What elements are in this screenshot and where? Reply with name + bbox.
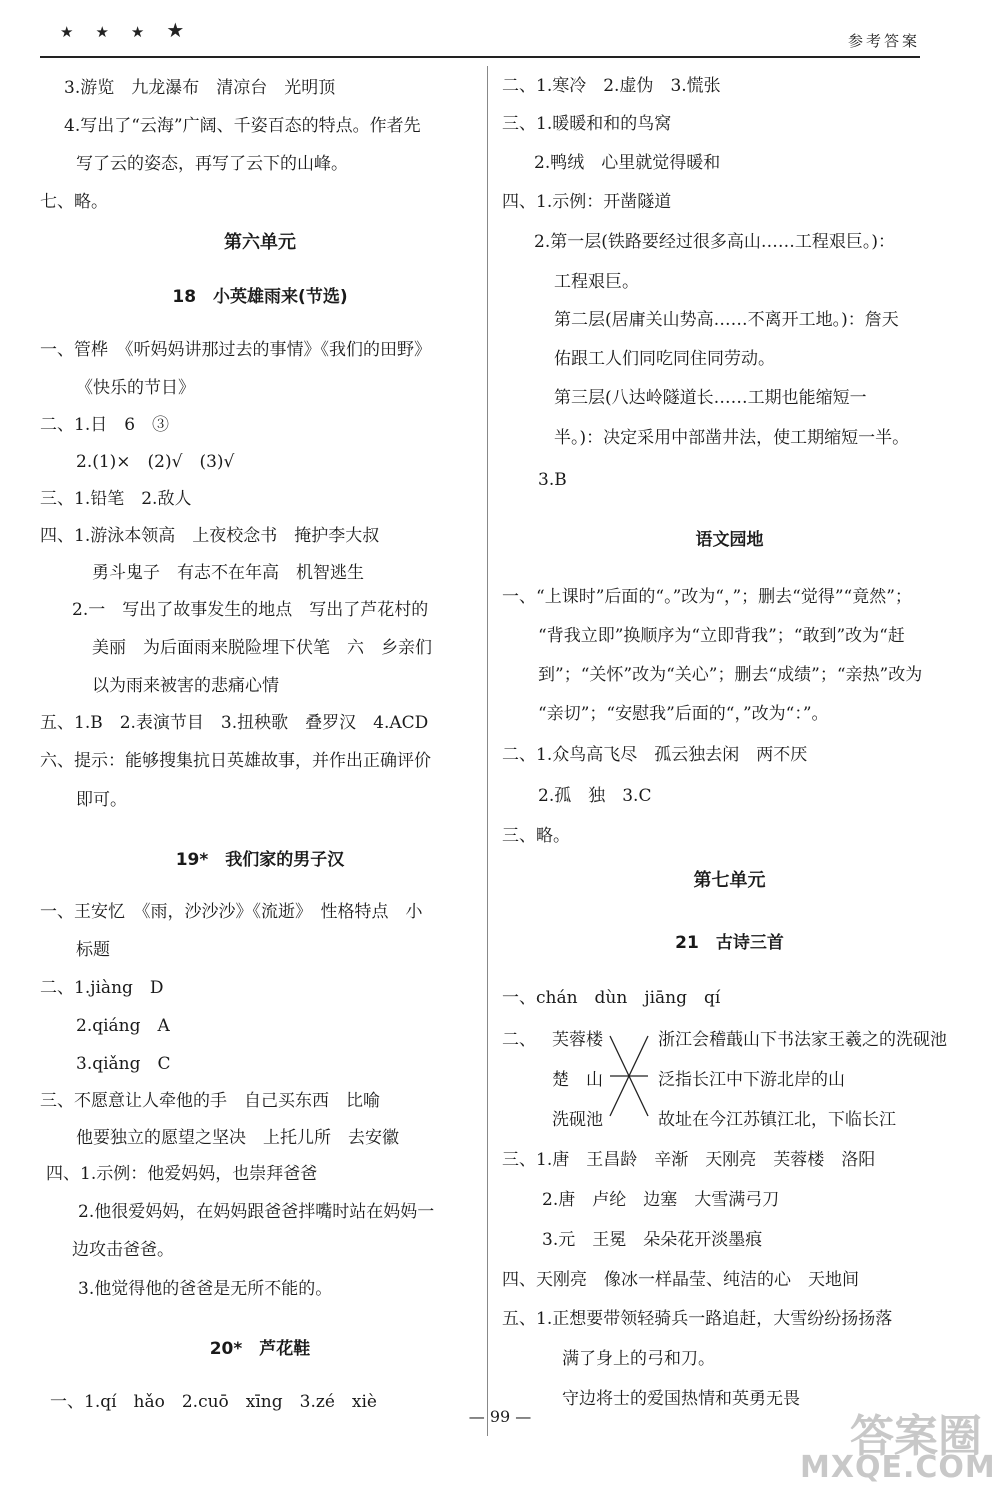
matching-right-item: 故址在今江苏镇江北，下临长江 xyxy=(658,1110,896,1130)
answer-line: 半。)：决定采用中部凿井法，使工期缩短一半。 xyxy=(554,428,910,448)
star-icon: ★ xyxy=(95,23,131,41)
answer-line: 2.唐 卢纶 边塞 大雪满弓刀 xyxy=(542,1190,780,1210)
answer-line: 四、1.示例：开凿隧道 xyxy=(502,192,672,212)
answer-line: 边攻击爸爸。 xyxy=(72,1240,174,1260)
answer-line: 一、王安忆 《雨，沙沙沙》《流逝》 性格特点 小 xyxy=(40,902,423,922)
answer-line: 三、1.暖暖和和的鸟窝 xyxy=(502,114,672,134)
answer-line: 一、chán dùn jiāng qí xyxy=(502,988,721,1008)
answer-line: 3.元 王冕 朵朵花开淡墨痕 xyxy=(542,1230,763,1250)
answer-line: 五、1.正想要带领轻骑兵一路追赶，大雪纷纷扬扬落 xyxy=(502,1309,893,1329)
answer-line: 标题 xyxy=(76,940,110,960)
answer-line: 四、1.示例：他爱妈妈，也崇拜爸爸 xyxy=(46,1164,318,1184)
section-heading: 语文园地 xyxy=(695,530,764,550)
matching-label: 二、 xyxy=(502,1030,536,1050)
answer-line: 勇斗鬼子 有志不在年高 机智逃生 xyxy=(92,563,364,583)
answer-line: 工程艰巨。 xyxy=(554,272,639,292)
unit-heading: 第六单元 xyxy=(224,232,296,253)
answer-line: 一、1.qí hǎo 2.cuō xīng 3.zé xiè xyxy=(50,1392,377,1412)
answer-line: 写了云的姿态，再写了云下的山峰。 xyxy=(76,154,348,174)
answer-line: 2.他很爱妈妈，在妈妈跟爸爸拌嘴时站在妈妈一 xyxy=(78,1202,435,1222)
star-icon: ★ xyxy=(166,18,207,42)
star-icon: ★ xyxy=(130,23,167,41)
answer-line: 2.(1)× (2)√ (3)√ xyxy=(76,452,235,472)
answer-line: 六、提示：能够搜集抗日英雄故事，并作出正确评价 xyxy=(40,751,431,771)
answer-line: 一、“上课时”后面的“。”改为“，”；删去“觉得”“竟然”； xyxy=(502,587,912,607)
answer-line: 四、天刚亮 像冰一样晶莹、纯洁的心 天地间 xyxy=(502,1270,859,1290)
lesson-heading: 21 古诗三首 xyxy=(675,933,784,953)
unit-heading: 第七单元 xyxy=(693,870,766,891)
watermark-logo: 答案圈 xyxy=(850,1411,982,1462)
lesson-heading: 18 小英雄雨来(节选) xyxy=(172,287,348,307)
star-rating xyxy=(60,18,206,42)
matching-left-item: 洗砚池 xyxy=(552,1110,603,1130)
matching-left-item: 芙蓉楼 xyxy=(552,1030,603,1050)
answer-line: “亲切”；“安慰我”后面的“，”改为“：”。 xyxy=(538,704,829,724)
answer-line: 到”；“关怀”改为“关心”；删去“成绩”；“亲热”改为 xyxy=(538,665,923,685)
matching-left-item: 楚 山 xyxy=(552,1070,603,1090)
answer-line: 2.一 写出了故事发生的地点 写出了芦花村的 xyxy=(72,600,429,620)
matching-right-item: 泛指长江中下游北岸的山 xyxy=(658,1070,845,1090)
watermark-url: MXQE.COM xyxy=(800,1450,996,1485)
answer-line: 3.他觉得他的爸爸是无所不能的。 xyxy=(78,1279,333,1299)
matching-connector-lines xyxy=(608,1028,650,1128)
answer-line: 二、1.众鸟高飞尽 孤云独去闲 两不厌 xyxy=(502,745,808,765)
answer-line: 4.写出了“云海”广阔、千姿百态的特点。作者先 xyxy=(64,116,421,136)
answer-line: 以为雨来被害的悲痛心情 xyxy=(92,676,279,696)
answer-line: 二、1.jiàng D xyxy=(40,978,164,998)
answer-line: 3.qiǎng C xyxy=(76,1054,171,1074)
answer-line: 2.第一层(铁路要经过很多高山……工程艰巨。)： xyxy=(534,232,895,252)
answer-line: 3.游览 九龙瀑布 清凉台 光明顶 xyxy=(64,78,336,98)
answer-line: 2.qiáng A xyxy=(76,1016,170,1036)
answer-line: 2.鸭绒 心里就觉得暖和 xyxy=(534,153,721,173)
answer-line: 第二层(居庸关山势高……不离开工地。)：詹天 xyxy=(554,310,899,330)
answer-line: 二、1.日 6 ③ xyxy=(40,415,170,435)
answer-line: 《快乐的节日》 xyxy=(76,378,195,398)
star-icon: ★ xyxy=(60,23,96,41)
answer-line: 佑跟工人们同吃同住同劳动。 xyxy=(554,349,775,369)
answer-line: 2.孤 独 3.C xyxy=(538,786,652,806)
answer-line: “背我立即”换顺序为“立即背我”；“敢到”改为“赶 xyxy=(538,626,905,646)
answer-line: 五、1.B 2.表演节目 3.扭秧歌 叠罗汉 4.ACD xyxy=(40,713,429,733)
answer-line: 二、1.寒冷 2.虚伪 3.慌张 xyxy=(502,76,721,96)
answer-line: 三、不愿意让人牵他的手 自己买东西 比喻 xyxy=(40,1091,380,1111)
answer-line: 一、管桦 《听妈妈讲那过去的事情》《我们的田野》 xyxy=(40,340,431,360)
page-number: — 99 — xyxy=(468,1407,532,1426)
answer-line: 守边将士的爱国热情和英勇无畏 xyxy=(562,1389,800,1409)
header-title: 参考答案 xyxy=(847,32,920,50)
answer-line: 3.B xyxy=(538,470,567,490)
page-header xyxy=(0,0,1000,60)
answer-line: 七、略。 xyxy=(40,192,108,212)
answer-line: 他要独立的愿望之坚决 上托儿所 去安徽 xyxy=(76,1128,399,1148)
header-divider xyxy=(40,56,920,58)
lesson-heading: 20* 芦花鞋 xyxy=(209,1339,311,1359)
answer-line: 第三层(八达岭隧道长……工期也能缩短一 xyxy=(554,388,867,408)
lesson-heading: 19* 我们家的男子汉 xyxy=(175,850,345,870)
answer-line: 即可。 xyxy=(76,790,127,810)
answer-line: 三、略。 xyxy=(502,826,570,846)
answer-line: 美丽 为后面雨来脱险埋下伏笔 六 乡亲们 xyxy=(92,638,432,658)
answer-line: 三、1.唐 王昌龄 辛渐 天刚亮 芙蓉楼 洛阳 xyxy=(502,1150,876,1170)
answer-line: 三、1.铅笔 2.敌人 xyxy=(40,489,192,509)
answer-line: 四、1.游泳本领高 上夜校念书 掩护李大叔 xyxy=(40,526,380,546)
matching-right-item: 浙江会稽蕺山下书法家王羲之的洗砚池 xyxy=(658,1030,947,1050)
column-divider xyxy=(487,66,488,1436)
answer-line: 满了身上的弓和刀。 xyxy=(562,1349,715,1369)
